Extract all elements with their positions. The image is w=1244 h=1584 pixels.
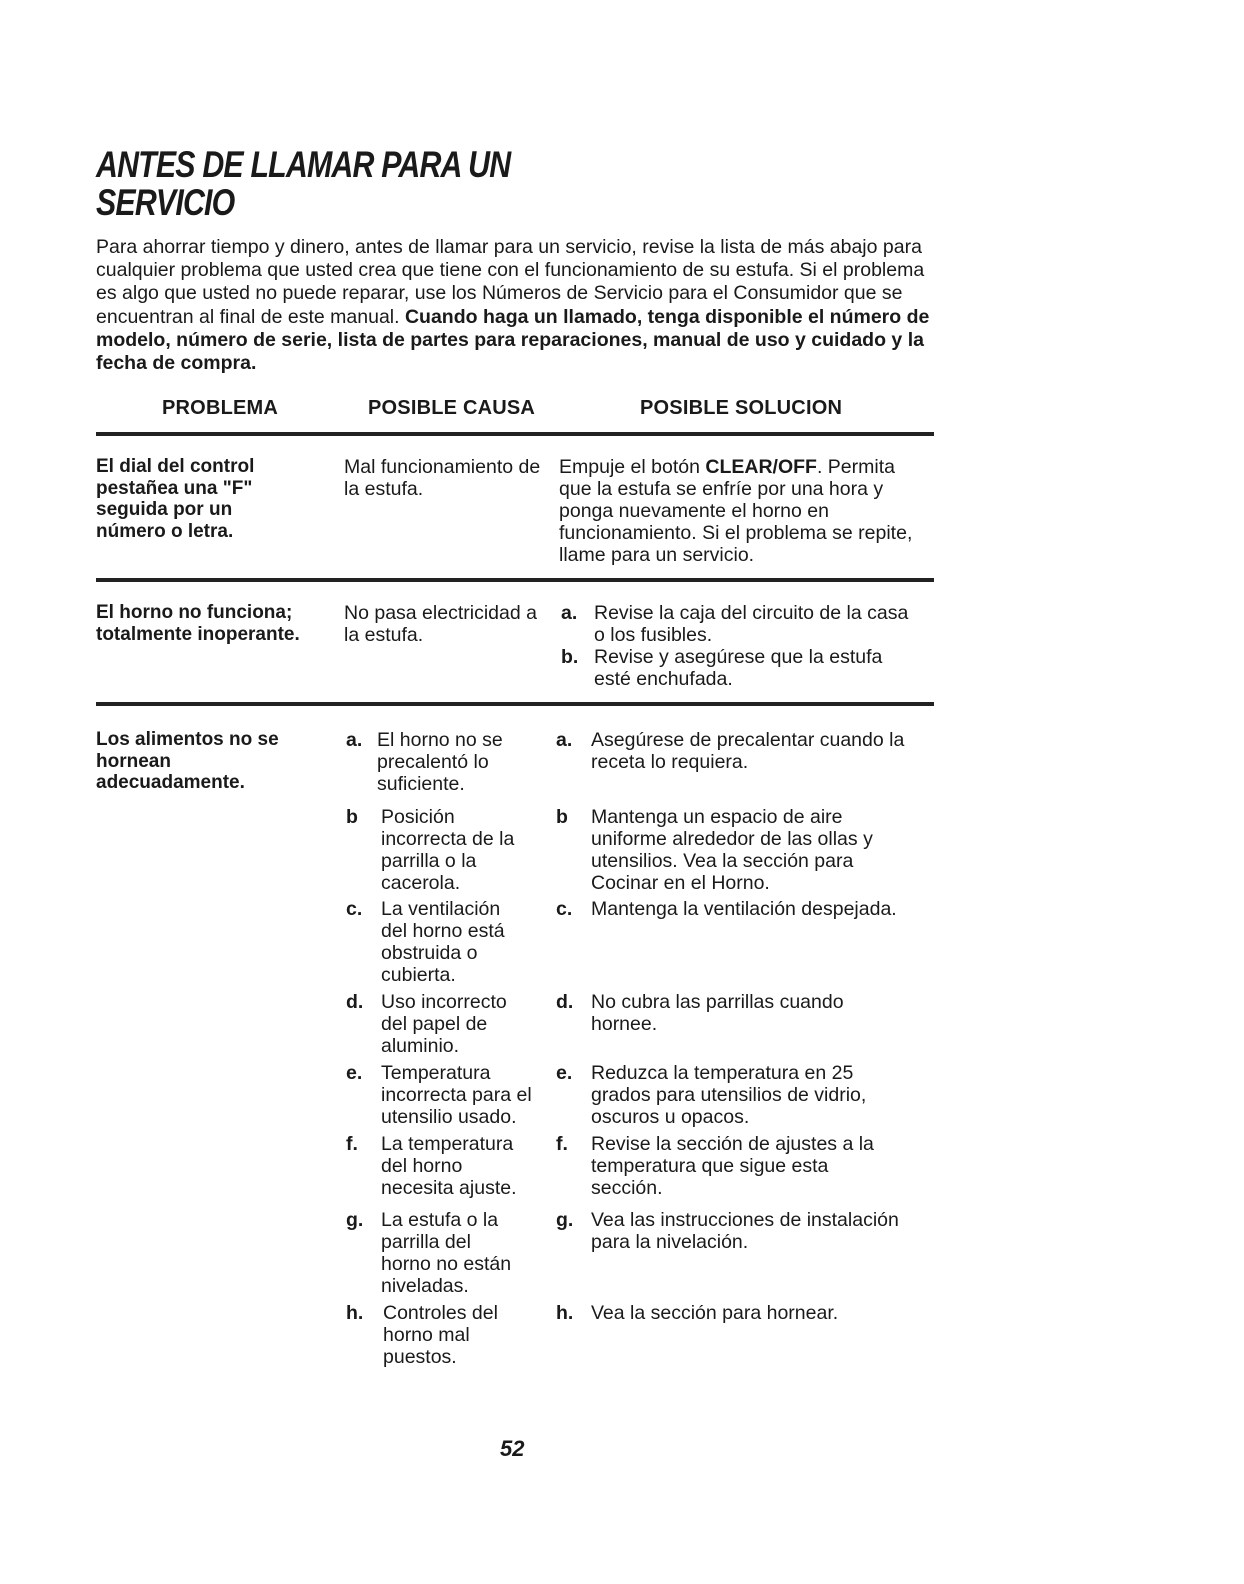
item-label: c. — [556, 898, 573, 920]
divider-rule — [96, 432, 934, 436]
solution-text: Vea la sección para hornear. — [591, 1302, 839, 1324]
cause-1: Mal funcionamiento de la estufa. — [344, 456, 541, 500]
intro-text: Para ahorrar tiempo y dinero, antes de llamar para un servicio, revise la lista de más abajo para cualquier problema que usted crea que tiene con el funcionamiento de su estufa. Si el problema es algo que usted no puede reparar, use los Números de Servicio para el Consumidor que se encuentran al final de este manual. — [96, 236, 925, 328]
item-label: c. — [346, 898, 363, 920]
solution-text: No cubra las parrillas cuando hornee. — [591, 991, 844, 1035]
problem-1: El dial del control pestañea una "F" seguida por un número o letra. — [96, 456, 255, 542]
item-label: b — [346, 806, 358, 828]
item-label: b — [556, 806, 568, 828]
item-label: a. — [561, 602, 578, 624]
intro-paragraph — [96, 236, 946, 375]
page-title-line-2: SERVICIO — [96, 182, 235, 223]
solution-1-text-cont: . Permita que la estufa se enfríe por una hora y ponga nuevamente el horno en funcionamiento. Si el problema se repite, llame para un servicio. — [559, 456, 913, 566]
item-label: a. — [346, 729, 363, 751]
page-number: 52 — [500, 1436, 525, 1461]
cause-text: Controles del horno mal puestos. — [383, 1302, 498, 1368]
cause-text: La ventilación del horno está obstruida o cubierta. — [381, 898, 505, 986]
solution-text: Reduzca la temperatura en 25 grados para utensilios de vidrio, oscuros u opacos. — [591, 1062, 867, 1128]
divider-rule — [96, 578, 934, 582]
page-title — [96, 146, 670, 222]
cause-text: Temperatura incorrecta para el utensilio usado. — [381, 1062, 532, 1128]
solution-text: Revise la sección de ajustes a la temperatura que sigue esta sección. — [591, 1133, 874, 1199]
item-label: d. — [346, 991, 364, 1013]
header-cause: POSIBLE CAUSA — [368, 397, 536, 419]
item-label: h. — [556, 1302, 574, 1324]
cause-text: Uso incorrecto del papel de aluminio. — [381, 991, 507, 1057]
solution-text: Vea las instrucciones de instalación para la nivelación. — [591, 1209, 899, 1253]
item-label: b. — [561, 646, 579, 668]
solution-text: Revise y asegúrese que la estufa esté enchufada. — [594, 646, 883, 690]
page-title-line-1: ANTES DE LLAMAR PARA UN — [96, 144, 511, 185]
item-label: g. — [346, 1209, 364, 1231]
solution-1 — [559, 456, 925, 566]
item-label: g. — [556, 1209, 574, 1231]
item-label: a. — [556, 729, 573, 751]
cause-text: La estufa o la parrilla del horno no están niveladas. — [381, 1209, 512, 1297]
item-label: f. — [556, 1133, 568, 1155]
cause-text: El horno no se precalentó lo suficiente. — [377, 729, 503, 795]
solution-text: Asegúrese de precalentar cuando la receta lo requiera. — [591, 729, 905, 773]
item-label: e. — [556, 1062, 573, 1084]
solution-text: Mantenga un espacio de aire uniforme alrededor de las ollas y utensilios. Vea la sección para Cocinar en el Horno. — [591, 806, 873, 894]
header-solution: POSIBLE SOLUCION — [640, 397, 843, 419]
item-label: e. — [346, 1062, 363, 1084]
item-label: f. — [346, 1133, 358, 1155]
item-label: d. — [556, 991, 574, 1013]
solution-1-text: Empuje el botón — [559, 456, 700, 478]
cause-text: La temperatura del horno necesita ajuste. — [381, 1133, 517, 1199]
cause-text: Posición incorrecta de la parrilla o la cacerola. — [381, 806, 515, 894]
cause-2: No pasa electricidad a la estufa. — [344, 602, 537, 646]
problem-2: El horno no funciona; totalmente inoperante. — [96, 602, 300, 645]
divider-rule — [96, 702, 934, 706]
solution-text: Mantenga la ventilación despejada. — [591, 898, 897, 920]
clear-off-button-name: CLEAR/OFF — [705, 456, 817, 478]
header-problem: PROBLEMA — [162, 397, 279, 419]
problem-3: Los alimentos no se hornean adecuadamente. — [96, 729, 279, 793]
item-label: h. — [346, 1302, 364, 1324]
solution-text: Revise la caja del circuito de la casa o los fusibles. — [594, 602, 909, 646]
intro-bold-text: Cuando haga un llamado, tenga disponible el número de modelo, número de serie, lista de partes para reparaciones, manual de uso y cuidado y la fecha de compra. — [96, 305, 930, 375]
